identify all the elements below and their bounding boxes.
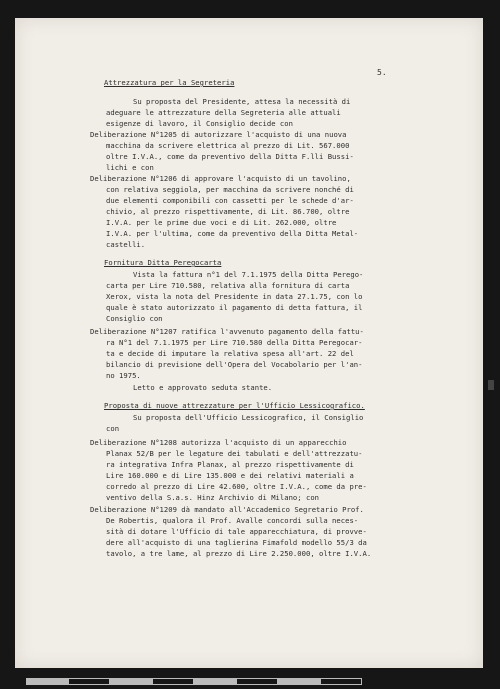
text-line: tavolo, a tre lame, al prezzo di Lire 2.250.000, oltre I.V.A. (106, 549, 372, 558)
text-line: con relativa seggiola, per macchina da scrivere nonché di (106, 185, 354, 194)
text-line: chivio, al prezzo rispettivamente, di Lit. 86.700, oltre (106, 207, 350, 216)
text-line: ra N°1 del 7.1.1975 per Lire 710.580 della Ditta Peregocar- (106, 338, 363, 347)
text-line: carta per Lire 710.580, relativa alla fornitura di carta (106, 281, 350, 290)
text-line: oltre I.V.A., come da preventivo della Ditta F.lli Bussi- (106, 152, 354, 161)
text-line: no 1975. (106, 371, 141, 380)
scale-bar (26, 673, 376, 689)
text-line: ra integrativa Infra Planax, al prezzo rispettivamente di (106, 460, 354, 469)
text-line: Consiglio con (106, 314, 163, 323)
text-line: macchina da scrivere elettrica al prezzo di Lit. 567.000 (106, 141, 350, 150)
text-line: Su proposta del Presidente, attesa la necessità di (133, 97, 351, 106)
document-page (15, 18, 483, 668)
text-line: quale è stato autorizzato il pagamento di detta fattura, il (106, 303, 363, 312)
text-line: Deliberazione N°1207 ratifica l'avvenuto pagamento della fattu- (90, 327, 364, 336)
text-line: Deliberazione N°1205 di autorizzare l'acquisto di una nuova (90, 130, 347, 139)
text-line: Deliberazione N°1206 di approvare l'acquisto di un tavolino, (90, 174, 351, 183)
text-line: adeguare le attrezzature della Segreteria alle attuali (106, 108, 341, 117)
text-line: De Robertis, qualora il Prof. Avalle concordi sulla neces- (106, 516, 359, 525)
text-line: Letto e approvato seduta stante. (133, 383, 273, 392)
text-line: ventivo della S.a.s. Hinz Archivio di Milano; con (106, 493, 320, 502)
edge-marker (488, 380, 494, 390)
page-number: 5. (377, 68, 387, 77)
text-line: esigenze di lavoro, il Consiglio decide con (106, 119, 293, 128)
text-line: con (106, 424, 120, 433)
text-line: ta e decide di imputare la relativa spesa all'art. 22 del (106, 349, 354, 358)
text-line: due elementi componibili con cassetti per le schede d'ar- (106, 196, 354, 205)
text-line: Su proposta dell'Ufficio Lessicografico, il Consiglio (133, 413, 364, 422)
text-line: I.V.A. per l'ultima, come da preventivo della Ditta Metal- (106, 229, 359, 238)
text-line: Lire 160.000 e di Lire 135.000 e dei relativi materiali a (106, 471, 354, 480)
text-line: Vista la fattura n°1 del 7.1.1975 della Ditta Perego- (133, 270, 364, 279)
text-line: castelli. (106, 240, 146, 249)
text-line: dere all'acquisto di una taglierina Fimafold modello 55/3 da (106, 538, 367, 547)
text-line: I.V.A. per le prime due voci e di Lit. 262.000, oltre (106, 218, 337, 227)
text-line: bilancio di previsione dell'Opera del Vocabolario per l'an- (106, 360, 363, 369)
section-heading: Attrezzatura per la Segreteria (104, 78, 235, 87)
text-line: Deliberazione N°1208 autorizza l'acquisto di un apparecchio (90, 438, 347, 447)
text-line: Deliberazione N°1209 dà mandato all'Accademico Segretario Prof. (90, 505, 364, 514)
text-line: Xerox, vista la nota del Presidente in data 27.1.75, con lo (106, 292, 363, 301)
text-line: lichi e con (106, 163, 154, 172)
text-line: Planax 52/B per le legature dei tabulati e dell'attrezzatu- (106, 449, 363, 458)
section-heading: Proposta di nuove attrezzature per l'Ufficio Lessicografico. (104, 401, 365, 410)
text-line: sità di dotare l'Ufficio di tale apparecchiatura, di provve- (106, 527, 367, 536)
text-line: corredo al prezzo di Lire 42.600, oltre I.V.A., come da pre- (106, 482, 367, 491)
section-heading: Fornitura Ditta Peregocarta (104, 258, 222, 267)
